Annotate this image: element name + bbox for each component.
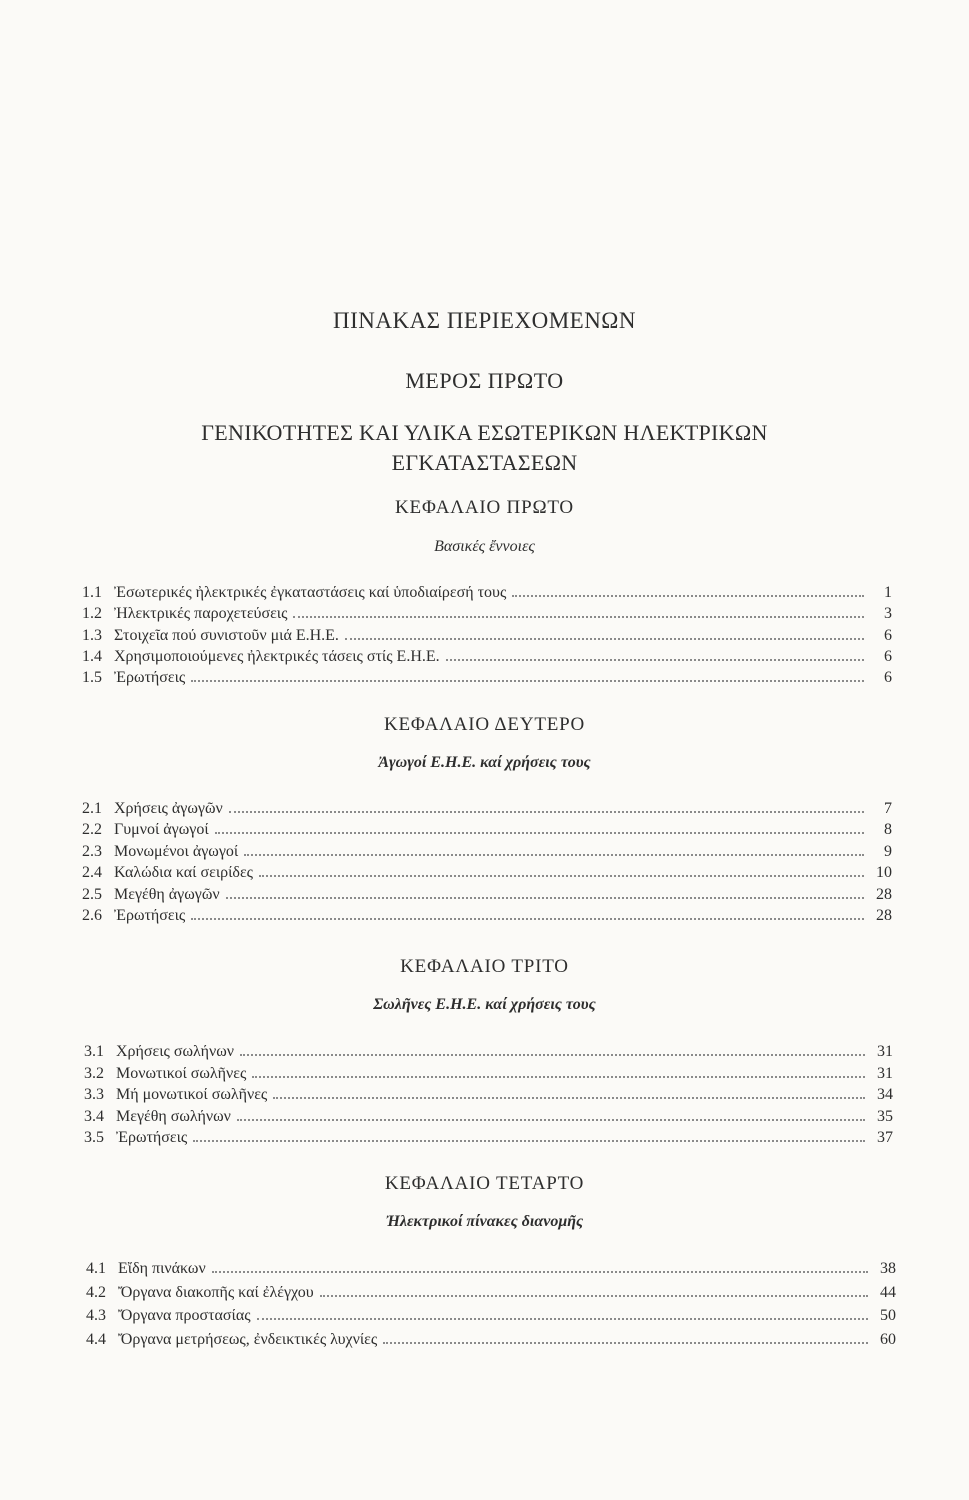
entry-page-number: 44 [880, 1283, 896, 1301]
toc-entry [84, 1082, 893, 1104]
dot-leader [212, 1270, 868, 1273]
dot-leader [191, 679, 864, 682]
toc-entry [82, 882, 892, 904]
entry-title: Ἐρωτήσεις [114, 669, 186, 687]
entry-number: 4.2 [86, 1283, 106, 1301]
entry-number: 1.4 [82, 647, 102, 665]
entry-page-number: 35 [877, 1107, 893, 1125]
entry-title: Χρησιμοποιούμενες ἠλεκτρικές τάσεις στίς Ε.Η.Ε. [114, 647, 440, 665]
dot-leader [257, 1317, 868, 1320]
entry-number: 2.5 [82, 885, 102, 903]
chapter-subtitle: Σωλῆνες Ε.Η.Ε. καί χρήσεις τους [373, 996, 596, 1013]
chapter-subtitle: Βασικές ἔννοιες [434, 538, 535, 555]
entry-page-number: 60 [880, 1330, 896, 1348]
section-title-line1: ΓΕΝΙΚΟΤΗΤΕΣ ΚΑΙ ΥΛΙΚΑ ΕΣΩΤΕΡΙΚΩΝ ΗΛΕΚΤΡΙΚΩΝ [201, 420, 768, 445]
entry-page-number: 50 [880, 1307, 896, 1324]
dot-leader [226, 896, 864, 899]
toc-entry [84, 1125, 893, 1147]
toc-entry [84, 1039, 893, 1061]
dot-leader [237, 1118, 865, 1121]
entry-page-number: 1 [884, 584, 892, 601]
entry-title: Γυμνοί ἀγωγοί [114, 821, 209, 839]
toc-entry [84, 1061, 893, 1083]
dot-leader [512, 594, 864, 597]
entry-number: 3.1 [84, 1043, 104, 1060]
entry-page-number: 31 [877, 1064, 893, 1082]
toc-entry [82, 580, 892, 602]
dot-leader [345, 637, 864, 640]
entry-page-number: 34 [877, 1086, 893, 1103]
toc-entry [82, 644, 892, 666]
entry-title: Μεγέθη ἀγωγῶν [114, 885, 220, 903]
dot-leader [215, 831, 864, 834]
toc-entry [82, 623, 892, 645]
entry-number: 4.3 [86, 1307, 106, 1324]
entry-title: Μή μονωτικοί σωλῆνες [116, 1086, 268, 1103]
chapter-title: ΚΕΦΑΛΑΙΟ ΔΕΥΤΕΡΟ [383, 714, 586, 735]
toc-entry [86, 1303, 896, 1325]
dot-leader [193, 1139, 865, 1142]
dot-leader [293, 615, 864, 618]
chapter-title: ΚΕΦΑΛΑΙΟ ΠΡΩΤΟ [395, 497, 574, 518]
entry-number: 1.2 [82, 605, 102, 623]
entry-page-number: 9 [884, 842, 892, 860]
entry-title: Ὄργανα προστασίας [118, 1307, 251, 1324]
entry-page-number: 28 [876, 907, 892, 924]
chapter-title: ΚΕΦΑΛΑΙΟ ΤΕΤΑΡΤΟ [384, 1173, 585, 1194]
entry-number: 4.4 [86, 1330, 106, 1348]
entry-title: Ἐρωτήσεις [116, 1129, 188, 1146]
entry-number: 3.4 [84, 1107, 104, 1125]
entry-number: 2.6 [82, 907, 102, 924]
chapter-subtitle: Ἠλεκτρικοί πίνακες διανομῆς [385, 1213, 584, 1230]
entry-page-number: 10 [876, 864, 892, 882]
entry-number: 1.3 [82, 626, 102, 644]
entry-page-number: 6 [884, 626, 892, 644]
toc-entry [82, 903, 892, 925]
dot-leader [229, 810, 864, 813]
dot-leader [320, 1294, 868, 1297]
toc-entry [82, 665, 892, 687]
entry-page-number: 3 [884, 605, 892, 623]
entry-title: Καλώδια καί σειρίδες [114, 864, 253, 882]
entry-page-number: 6 [884, 669, 892, 687]
dot-leader [191, 917, 864, 920]
dot-leader [273, 1096, 865, 1099]
entry-title: Ὄργανα μετρήσεως, ἐνδεικτικές λυχνίες [118, 1330, 378, 1348]
entry-title: Στοιχεῖα πού συνιστοῦν μιά Ε.Η.Ε. [114, 626, 339, 644]
entry-page-number: 31 [877, 1043, 893, 1060]
page-title: ΠΙΝΑΚΑΣ ΠΕΡΙΕΧΟΜΕΝΩΝ [332, 308, 637, 333]
entry-title: Ἐσωτερικές ἠλεκτρικές ἐγκαταστάσεις καί ὑποδιαίρεσή τους [114, 584, 507, 601]
entry-number: 2.3 [82, 842, 102, 860]
section-title [0, 418, 969, 478]
entry-page-number: 7 [884, 800, 892, 817]
toc-entry [86, 1280, 896, 1302]
entry-number: 2.1 [82, 800, 102, 817]
chapter-title: ΚΕΦΑΛΑΙΟ ΤΡΙΤΟ [400, 956, 569, 977]
entry-number: 3.5 [84, 1129, 104, 1146]
dot-leader [383, 1341, 868, 1344]
entry-title: Ἠλεκτρικές παροχετεύσεις [114, 605, 288, 623]
toc-entry [82, 601, 892, 623]
entry-page-number: 38 [880, 1260, 896, 1277]
entry-number: 2.4 [82, 864, 102, 882]
section-title-line2: ΕΓΚΑΤΑΣΤΑΣΕΩΝ [391, 450, 578, 475]
entry-number: 1.5 [82, 669, 102, 687]
part-title: ΜΕΡΟΣ ΠΡΩΤΟ [405, 368, 564, 393]
toc-entry [82, 860, 892, 882]
entry-number: 3.3 [84, 1086, 104, 1103]
toc-entry [84, 1104, 893, 1126]
entry-title: Ὄργανα διακοπῆς καί ἐλέγχου [118, 1283, 314, 1301]
toc-entry [82, 796, 892, 818]
entry-title: Χρήσεις σωλήνων [116, 1043, 235, 1060]
dot-leader [240, 1053, 865, 1056]
entry-page-number: 37 [877, 1129, 893, 1146]
toc-entry [86, 1327, 896, 1349]
dot-leader [244, 853, 864, 856]
toc-entry [86, 1256, 896, 1278]
entry-page-number: 28 [876, 885, 892, 903]
entry-page-number: 8 [884, 821, 892, 839]
entry-title: Ἐρωτήσεις [114, 907, 186, 924]
entry-title: Χρήσεις ἀγωγῶν [114, 800, 223, 817]
toc-entry [82, 839, 892, 861]
entry-number: 1.1 [82, 584, 102, 601]
dot-leader [259, 874, 864, 877]
entry-title: Μεγέθη σωλήνων [116, 1107, 231, 1125]
dot-leader [252, 1075, 865, 1078]
entry-number: 3.2 [84, 1064, 104, 1082]
entry-number: 4.1 [86, 1260, 106, 1277]
dot-leader [446, 658, 864, 661]
chapter-subtitle: Ἀγωγοί Ε.Η.Ε. καί χρήσεις τους [378, 754, 591, 771]
entry-page-number: 6 [884, 647, 892, 665]
entry-title: Μονωτικοί σωλῆνες [116, 1064, 247, 1082]
entry-title: Εἴδη πινάκων [118, 1260, 206, 1277]
toc-entry [82, 817, 892, 839]
entry-number: 2.2 [82, 821, 102, 839]
entry-title: Μονωμένοι ἀγωγοί [114, 842, 239, 860]
